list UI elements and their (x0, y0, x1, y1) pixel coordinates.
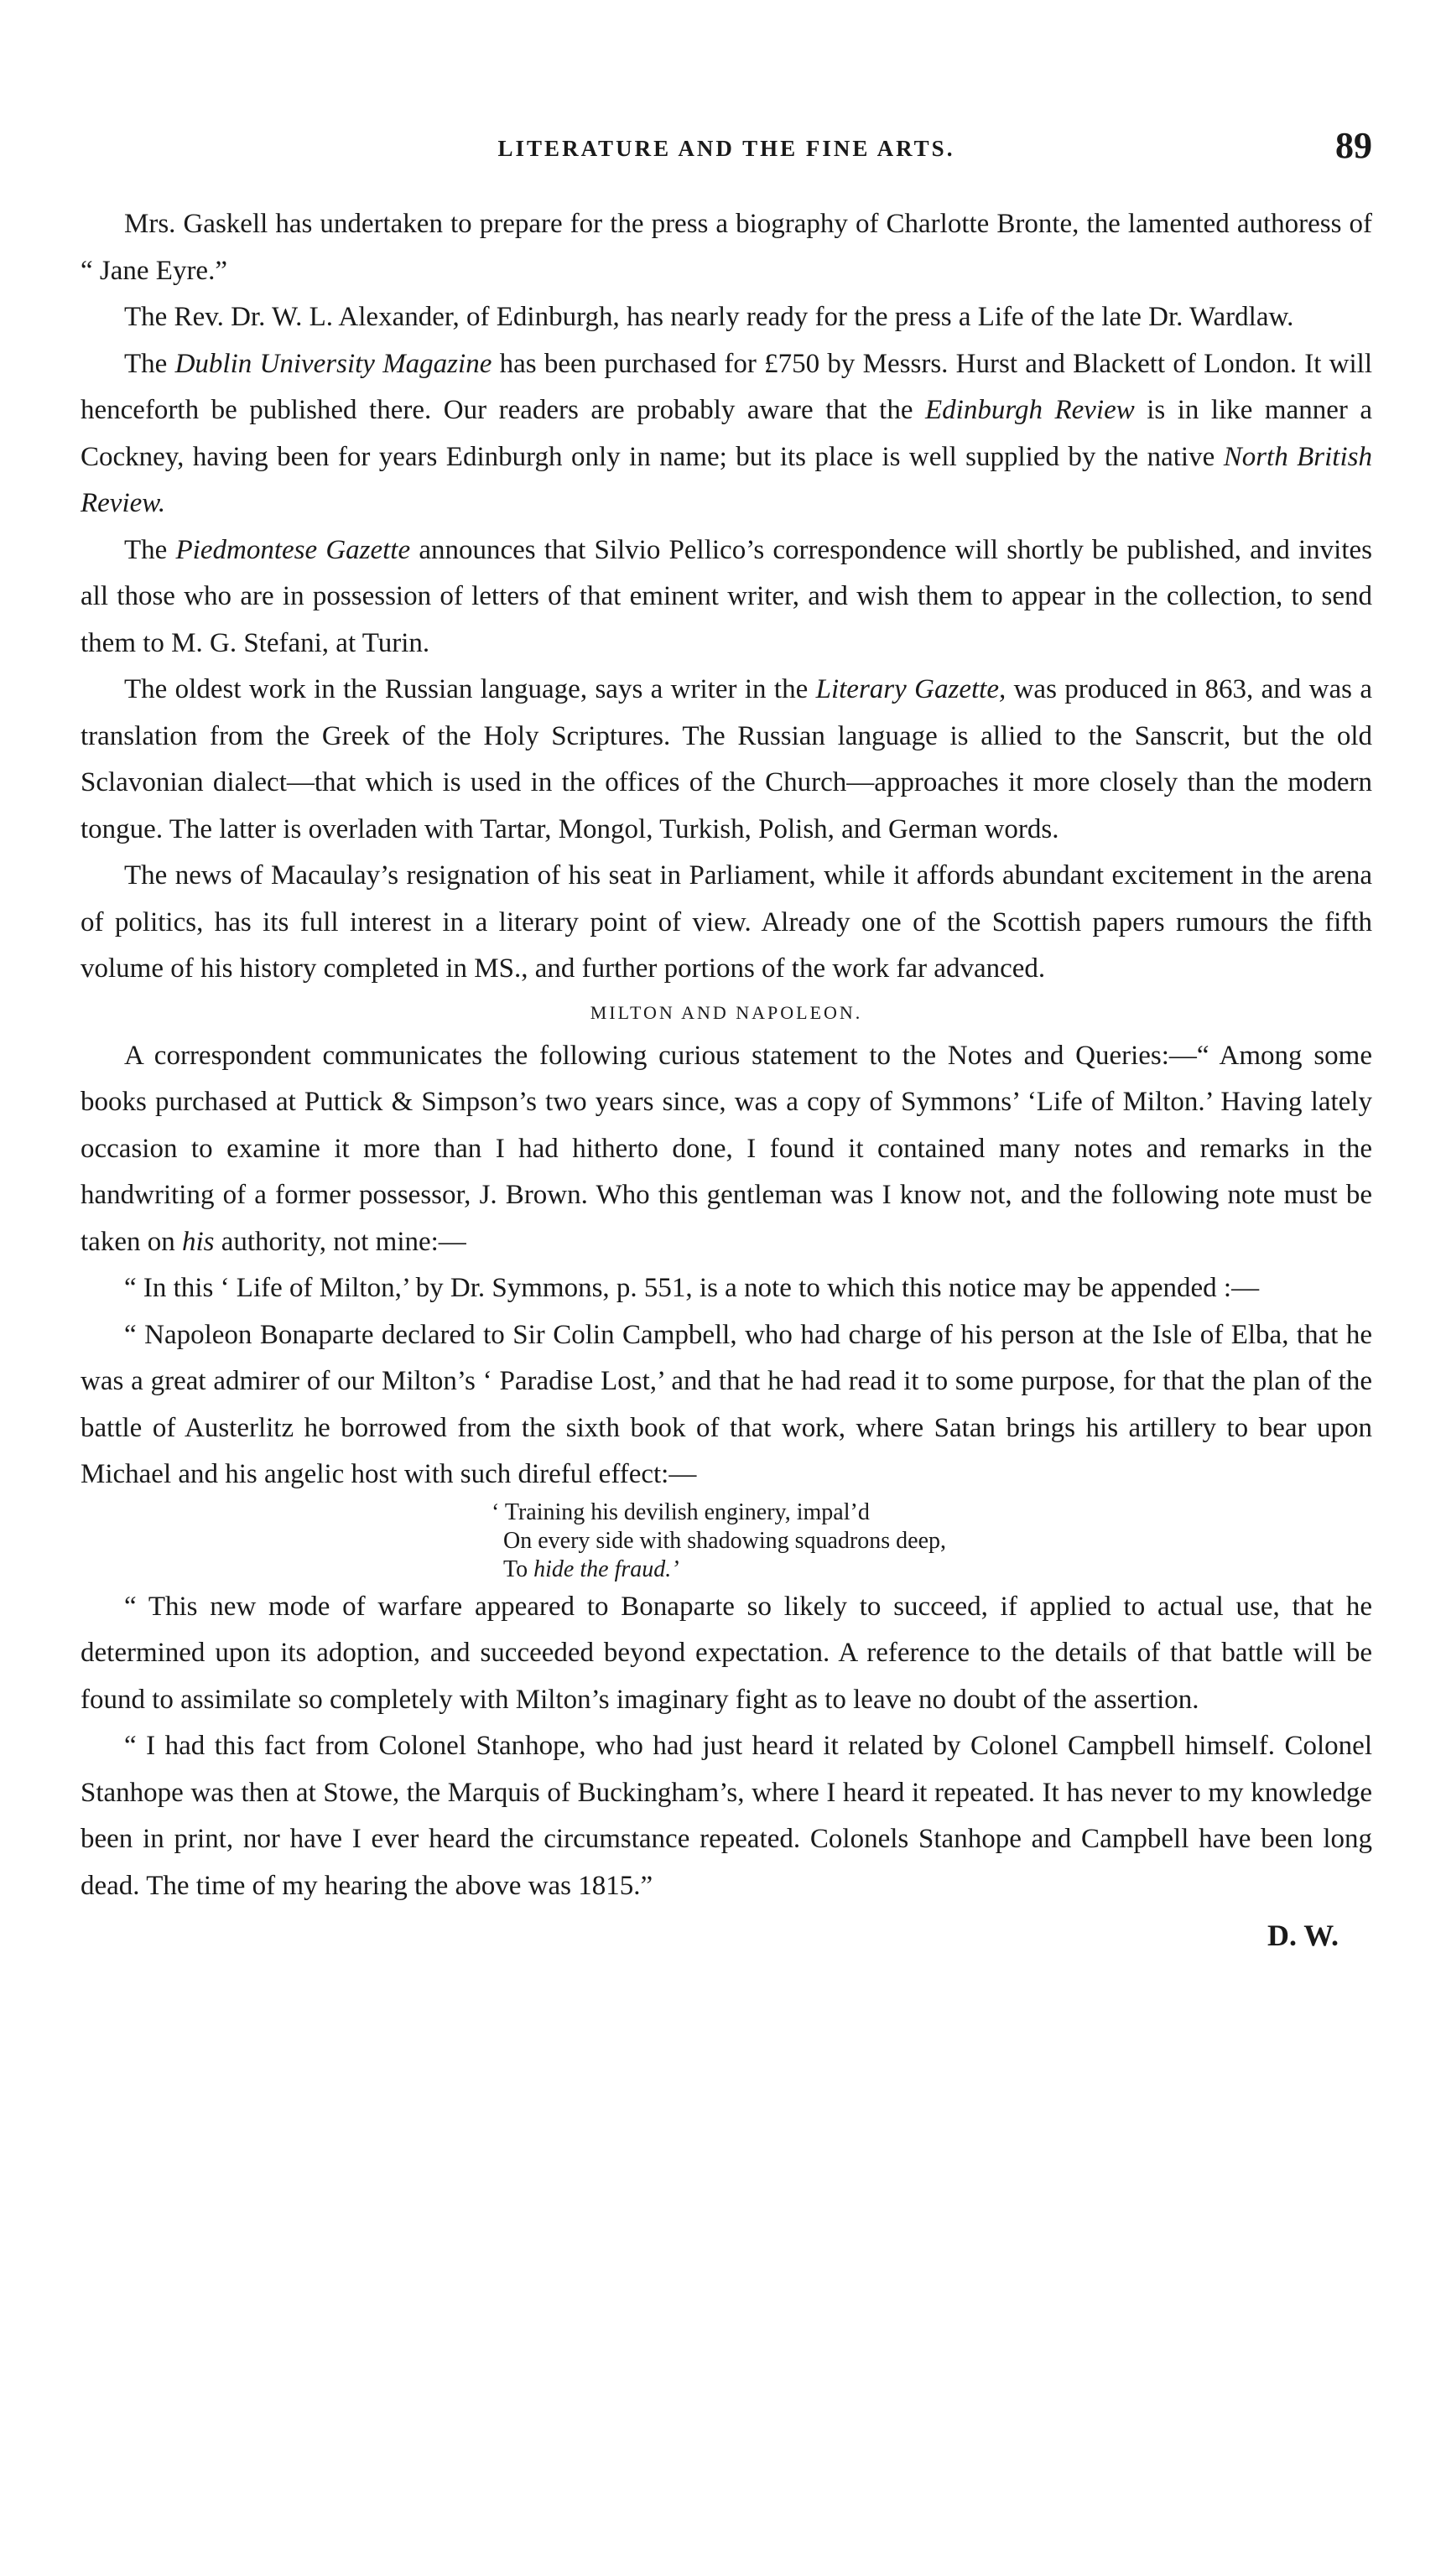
verse-quotation (492, 1498, 1372, 1584)
paragraph-milton-intro (81, 1033, 1372, 1266)
text-segment: announces that Silvio Pellico’s correspondence will shortly be published, and invites all those who are in possession of letters of that eminent writer, and wish them to appear in the collection, to send them to M. G. Stefani, at Turin. (81, 534, 1373, 658)
text-segment: has been purchased for £750 by Messrs. Hurst and Blackett of London. It will henceforth be published there. Our readers are probably aware that the (81, 348, 1373, 425)
text-segment: is in like manner a Cockney, having been for years Edinburgh only in name; but its place is well supplied by the native (81, 395, 1372, 472)
section-title: MILTON AND NAPOLEON. (590, 1001, 863, 1023)
paragraph-napoleon: “ Napoleon Bonaparte declared to Sir Colin Campbell, who had charge of his person at the Isle of Elba, that he was a great admirer of our Milton’s ‘ Paradise Lost,’ and that he had read it to some purpose, for that the plan of the battle of Austerlitz he borrowed from the sixth book of that work, where Satan brings his artillery to bear upon Michael and his angelic host with such direful effect:— (81, 1319, 1372, 1489)
emphasis: hide the fraud.’ (533, 1555, 679, 1582)
paragraph-milton-note: “ In this ‘ Life of Milton,’ by Dr. Symmons, p. 551, is a note to which this notice may be appended :— (124, 1273, 1260, 1303)
text-segment: authority, not mine:— (214, 1226, 466, 1257)
paragraph-stanhope: “ I had this fact from Colonel Stanhope, who had just heard it related by Colonel Campbell himself. Colonel Stanhope was then at Stowe, the Marquis of Buckingham’s, where I heard it repeated. It has never to my knowledge been in print, nor have I ever heard the circumstance repeated. Colonels Stanhope and Campbell have been long dead. The time of my hearing the above was 1815.” (81, 1731, 1372, 1901)
paragraph-gaskell: Mrs. Gaskell has undertaken to prepare for the press a biography of Charlotte Bronte, the lamented authoress of “ Jane Eyre.” (81, 209, 1372, 286)
paragraph-russian-language (81, 667, 1372, 853)
periodical-title: Literary Gazette, (815, 674, 1006, 704)
paragraph-pellico (81, 527, 1372, 667)
text-segment: was produced in 863, and was a translation from the Greek of the Holy Scriptures. The Russian language is allied to the Sanscrit, but the old Sclavonian dialect—that which is used in the offices of the Church—approaches it more closely than the modern tongue. The latter is overladen with Tartar, Mongol, Turkish, Polish, and German words. (81, 674, 1373, 844)
text-segment: The (124, 348, 175, 379)
paragraph-dublin-magazine (81, 341, 1372, 527)
text-segment: The oldest work in the Russian language, says a writer in the (124, 674, 816, 704)
verse-line: ‘ Training his devilish enginery, impal’d (492, 1498, 870, 1525)
verse-line: On every side with shadowing squadrons deep, (503, 1527, 947, 1554)
paragraph-warfare: “ This new mode of warfare appeared to Bonaparte so likely to succeed, if applied to actual use, that he determined upon its adoption, and succeeded beyond expectation. A reference to the details of that battle will be found to assimilate so completely with Milton’s imaginary fight as to leave no doubt of the assertion. (81, 1591, 1372, 1715)
running-head: LITERATURE AND THE FINE ARTS. (497, 136, 955, 161)
periodical-title: Edinburgh Review (925, 395, 1135, 425)
periodical-title: Dublin University Magazine (174, 348, 492, 379)
verse-line (492, 1555, 1372, 1584)
text-segment: The (124, 534, 176, 565)
signature: D. W. (1267, 1919, 1339, 1952)
periodical-title: North British Review. (81, 441, 1372, 518)
page-number: 89 (1335, 125, 1372, 166)
text-segment: To (503, 1555, 534, 1582)
paragraph-macaulay: The news of Macaulay’s resignation of his seat in Parliament, while it affords abundant excitement in the arena of politics, has its full interest in a literary point of view. Already one of the Scottish papers rumours the fifth volume of his history completed in MS., and further portions of the work far advanced. (81, 860, 1372, 984)
emphasis: his (181, 1226, 215, 1257)
paragraph-alexander: The Rev. Dr. W. L. Alexander, of Edinburgh, has nearly ready for the press a Life of the late Dr. Wardlaw. (124, 302, 1294, 332)
text-segment: A correspondent communicates the following curious statement to the Notes and Queries:—“ Among some books purchased at Puttick & Simpson’s two years since, was a copy of Symmons’ ‘Life of Milton.’ Having lately occasion to examine it more than I had hitherto done, I found it contained many notes and remarks in the handwriting of a former possessor, J. Brown. Who this gentleman was I know not, and the following note must be taken on (81, 1040, 1372, 1257)
periodical-title: Piedmontese Gazette (175, 534, 411, 565)
page-header (81, 124, 1372, 174)
page-body (81, 201, 1372, 1960)
